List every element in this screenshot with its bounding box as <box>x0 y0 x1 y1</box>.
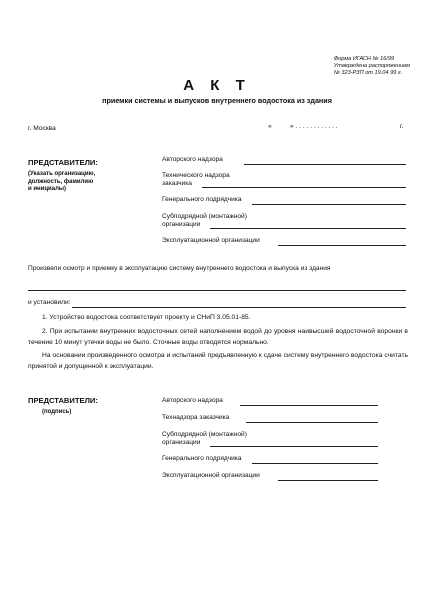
signature-note: (подпись) <box>42 409 72 415</box>
author-supervision-label: Авторского надзора <box>162 156 223 163</box>
point-1: 1. Устройство водостока соответствует проекту и СНиП 3.05.01-85. <box>42 314 251 321</box>
general-contractor-label: Генерального подрядчика <box>162 196 242 203</box>
established-line[interactable] <box>72 307 406 308</box>
author-supervision-line[interactable] <box>244 164 406 165</box>
form-number: Форма ИГАСН № 16/99 <box>333 56 395 62</box>
form-order: № 323-РЗП от 19.04 99 г. <box>333 70 403 76</box>
tech-supervision-label-2: заказчика <box>162 180 192 187</box>
sign-operating-label: Эксплуатационной организации <box>162 472 260 479</box>
sign-tech-label: Технадзора заказчика <box>162 414 230 421</box>
inspection-statement: Произвели осмотр и приемку в эксплуатацию систему внутреннего водостока и выпуска из здания <box>28 265 331 272</box>
date-placeholder: » . . . . . . . . . . . . <box>290 123 338 130</box>
building-address-line[interactable] <box>28 290 406 291</box>
tech-supervision-line[interactable] <box>202 187 406 188</box>
operating-org-line[interactable] <box>278 245 406 246</box>
form-approval: Утверждена распоряжением <box>333 63 410 69</box>
sign-sub-label-1: Субподрядной (монтажной) <box>162 431 247 438</box>
sign-author-line[interactable] <box>240 405 378 406</box>
established-label: и установили: <box>28 299 71 306</box>
representatives-note: (Указать организацию, должность, фамилию и инициалы) <box>28 171 96 192</box>
document-title: А К Т <box>183 77 251 94</box>
subcontractor-label-2: организации <box>162 221 201 228</box>
sign-tech-line[interactable] <box>246 422 378 423</box>
sign-general-label: Генерального подрядчика <box>162 455 242 462</box>
general-contractor-line[interactable] <box>252 204 406 205</box>
subcontractor-line[interactable] <box>210 228 406 229</box>
form-metadata <box>334 56 410 77</box>
operating-org-label: Эксплуатационной организации <box>162 237 260 244</box>
signatories-heading: ПРЕДСТАВИТЕЛИ: <box>28 396 98 405</box>
city-label: г. Москва <box>28 125 56 132</box>
representatives-heading: ПРЕДСТАВИТЕЛИ: <box>28 158 98 167</box>
point-2: 2. При испытании внутренних водосточных сетей наполнением водой до уровня наивысшей водосточной воронки в течение 10 минут утечки воды не было. Сточные воды отводятся нормально. <box>28 328 408 346</box>
tech-supervision-label-1: Технического надзора <box>162 172 230 179</box>
sign-sub-label-2: организации <box>162 439 201 446</box>
sign-operating-line[interactable] <box>278 480 378 481</box>
subcontractor-label-1: Субподрядной (монтажной) <box>162 213 247 220</box>
sign-general-line[interactable] <box>252 463 378 464</box>
conclusion-paragraph: На основании произведенного осмотра и испытаний предъявленную к сдаче систему внутреннего водостока считать принятой и допущенной к эксплуатации. <box>28 352 408 370</box>
document-subtitle: приемки системы и выпусков внутреннего водостока из здания <box>102 96 332 105</box>
sign-sub-line[interactable] <box>210 446 378 447</box>
date-open-quote: « <box>268 123 272 130</box>
date-year-label: г. <box>400 123 404 130</box>
sign-author-label: Авторского надзора <box>162 397 223 404</box>
